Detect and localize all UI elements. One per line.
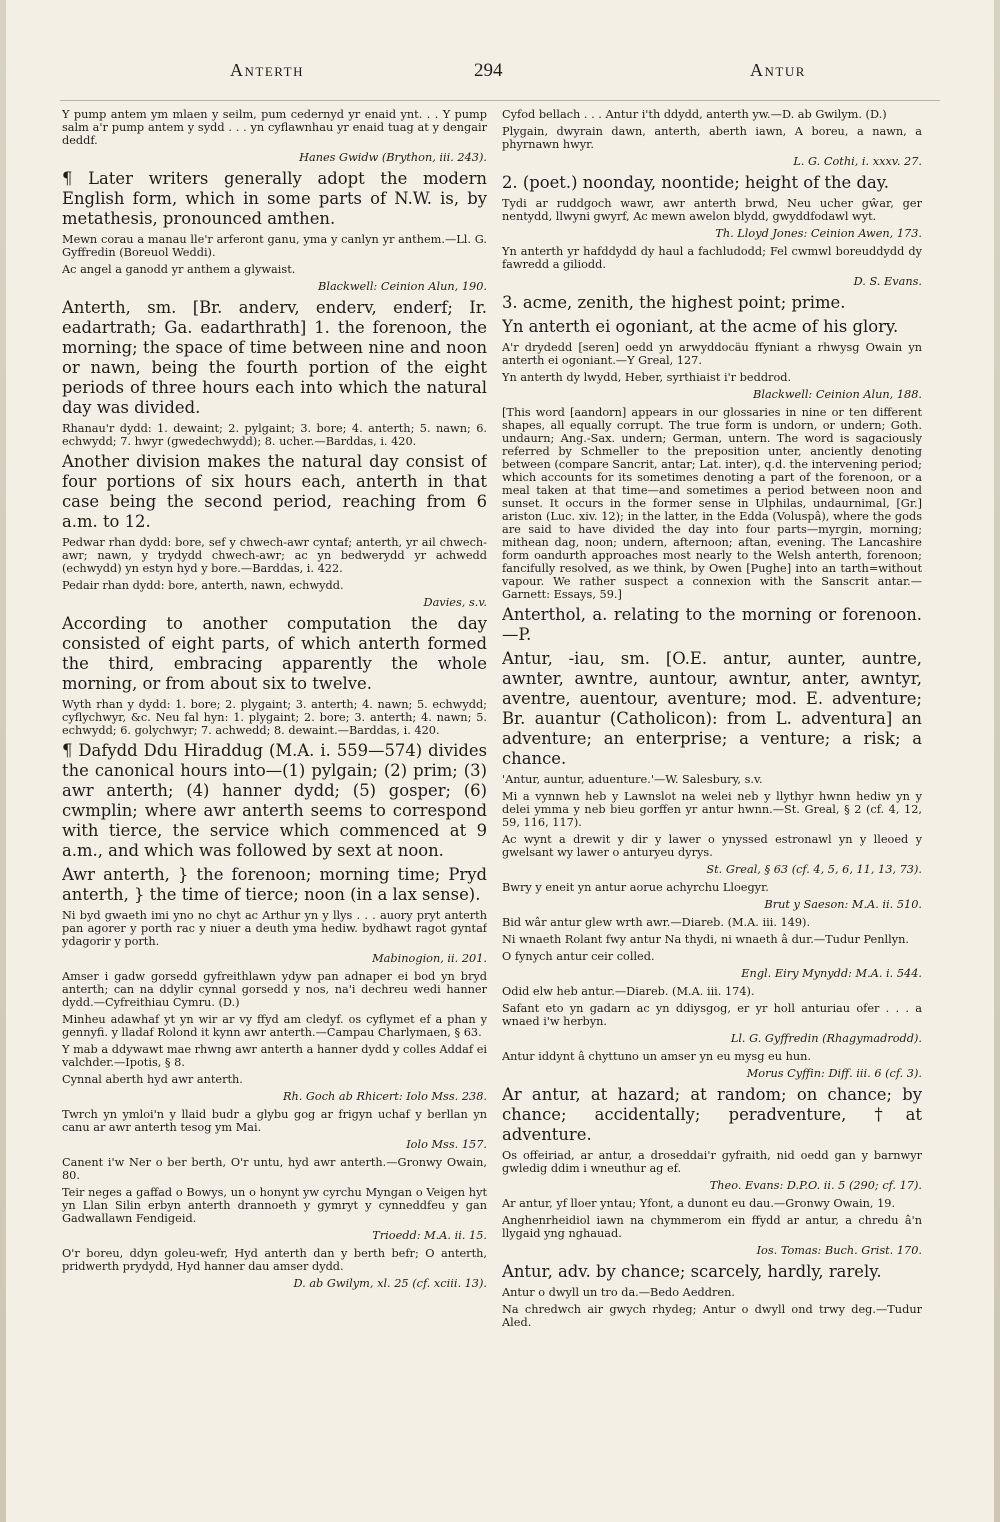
citation: Mabinogion, ii. 201.: [372, 952, 487, 965]
quotation: Ac wynt a drewit y dir y lawer o ynyssed estronawl yn y lleoed y gwelsant wy lawer o anturyeu dyrys.: [502, 833, 922, 859]
quotation: [This word [aandorn] appears in our glossaries in nine or ten different shapes, all equally corrupt. The true form is undorn, or undern; Goth. undaurn; Ang.-Sax. undern; German, untern. The word is sagaciously referred by Schmeller to the preposition unter, anciently denoting between (compare Sancrit, antar; Lat. inter), q.d. the intervening period; which accounts for its sometimes denoting a part of the forenoon, or a meal taken at that time—and sometimes a period between noon and sunset. It occurs in the former sense in Ulphilas, undaurnimal, [Gr.] ariston (Luc. xiv. 12); in the latter, in the Edda (Voluspâ), where the gods are said to have divided the day into four parts—myrgin, morning; mithean dag, noon; undern, afternoon; aftan, evening. The Lancashire form oandurth approaches most nearly to the Welsh anterth, forenoon; fancifully resolved, as we think, by Owen [Pughe] into an tarth=without vapour. We rather suspect a connexion with the Sanscrit antar.—Garnett: Essays, 59.]: [502, 406, 922, 601]
definition-paragraph: Awr anterth, } the forenoon; morning time; Pryd anterth, } the time of tierce; noon (in a lax sense).: [62, 865, 487, 904]
quotation: 'Antur, auntur, aduenture.'—W. Salesbury, s.v.: [502, 773, 763, 786]
definition-paragraph: Antur, adv. by chance; scarcely, hardly, rarely.: [502, 1262, 882, 1281]
header-left-guideword: Anterth: [230, 60, 304, 80]
quotation: Y pump antem ym mlaen y seilm, pum cedernyd yr enaid ynt. . . Y pump salm a'r pump antem y sydd . . . yn cyflawnhau yr enaid tuag at y dengair deddf.: [62, 108, 487, 147]
definition-paragraph: Another division makes the natural day consist of four portions of six hours each, anterth in that case being the second period, reaching from 6 a.m. to 12.: [62, 452, 487, 531]
quotation: Os offeiriad, ar antur, a droseddai'r gyfraith, nid oedd gan y barnwyr gwledig ddim i wneuthur ag ef.: [502, 1149, 922, 1175]
quotation: Teir neges a gaffad o Bowys, un o honynt yw cyrchu Myngan o Veigen hyt yn Llan Silin erbyn anterth drannoeth y gymryt y cynneddfeu y gan Gadwallawn Fendigeid.: [62, 1186, 487, 1225]
citation: Ll. G. Gyffredin (Rhagymadrodd).: [730, 1032, 922, 1045]
citation: Morus Cyffin: Diff. iii. 6 (cf. 3).: [746, 1067, 922, 1080]
quotation: O'r boreu, ddyn goleu-wefr, Hyd anterth dan y berth befr; O anterth, pridwerth prydydd, Hyd hanner dau amser dydd.: [62, 1247, 487, 1273]
quotation: Bwry y eneit yn antur aorue achyrchu Lloegyr.: [502, 881, 769, 894]
citation: Engl. Eiry Mynydd: M.A. i. 544.: [741, 967, 922, 980]
citation: Davies, s.v.: [423, 596, 487, 609]
quotation: Amser i gadw gorsedd gyfreithlawn ydyw pan adnaper ei bod yn bryd anterth; can na ddylir cynnal gorsedd y nos, na'i dechreu wedi hanner dydd.—Cyfreithiau Cymru. (D.): [62, 970, 487, 1009]
citation: D. ab Gwilym, xl. 25 (cf. xciii. 13).: [293, 1277, 487, 1290]
quotation: Anghenrheidiol iawn na chymmerom ein ffydd ar antur, a chredu â'n llygaid yng nghauad.: [502, 1214, 922, 1240]
quotation: Mewn corau a manau lle'r arferont ganu, yma y canlyn yr anthem.—Ll. G. Gyffredin (Boreuol Weddi).: [62, 233, 487, 259]
quotation: A'r drydedd [seren] oedd yn arwyddocäu ffyniant a rhwysg Owain yn anterth ei ogoniant.—Y Greal, 127.: [502, 341, 922, 367]
right-column: [502, 108, 922, 1448]
page-edge-right: [994, 0, 1000, 1522]
quotation: Tydi ar ruddgoch wawr, awr anterth brwd, Neu ucher gŵar, ger nentydd, llwyni gwyrf, Ac mewn awelon blydd, gwyddfodawl wyt.: [502, 197, 922, 223]
definition-paragraph: Yn anterth ei ogoniant, at the acme of his glory.: [502, 317, 899, 336]
definition-paragraph: Antur, -iau, sm. [O.E. antur, aunter, auntre, awnter, awntre, auntour, awntur, anter, awntyr, aventre, auentour, aventure; mod. E. adventure; Br. auantur (Catholicon): from L. adventura] an adventure; an enterprise; a venture; a risk; a chance.: [502, 649, 922, 768]
running-header: [60, 60, 940, 90]
quotation: Wyth rhan y dydd: 1. bore; 2. plygaint; 3. anterth; 4. nawn; 5. echwydd; cyflychwyr, &c. Neu fal hyn: 1. plygaint; 2. bore; 3. anterth; 4. nawn; 5. echwydd; 6. golychwyr; 7. achwedd; 8. dewaint.—Barddas, i. 420.: [62, 698, 487, 737]
quotation: Cyfod bellach . . . Antur i'th ddydd, anterth yw.—D. ab Gwilym. (D.): [502, 108, 887, 121]
header-right-guideword: Antur: [750, 60, 806, 80]
quotation: Mi a vynnwn heb y Lawnslot na welei neb y llythyr hwnn hediw yn y delei ymma y neb bieu gorffen yr antur hwnn.—St. Greal, § 2 (cf. 4, 12, 59, 116, 117).: [502, 790, 922, 829]
quotation: Ni byd gwaeth imi yno no chyt ac Arthur yn y llys . . . auory pryt anterth pan agorer y porth rac y niuer a deuth yma hediw. bydhawt ragot gyntaf ydagorir y porth.: [62, 909, 487, 948]
quotation: Antur o dwyll un tro da.—Bedo Aeddren.: [502, 1286, 735, 1299]
definition-paragraph: 3. acme, zenith, the highest point; prime.: [502, 293, 846, 312]
quotation: O fynych antur ceir colled.: [502, 950, 655, 963]
quotation: Cynnal aberth hyd awr anterth.: [62, 1073, 243, 1086]
definition-paragraph: Anterthol, a. relating to the morning or forenoon.—P.: [502, 605, 922, 644]
quotation: Ac angel a ganodd yr anthem a glywaist.: [62, 263, 296, 276]
citation: St. Greal, § 63 (cf. 4, 5, 6, 11, 13, 73).: [706, 863, 922, 876]
definition-paragraph: According to another computation the day consisted of eight parts, of which anterth formed the third, embracing apparently the whole morning, or from about six to twelve.: [62, 614, 487, 693]
citation: Hanes Gwidw (Brython, iii. 243).: [299, 151, 487, 164]
quotation: Yn anterth dy lwydd, Heber, syrthiaist i'r beddrod.: [502, 371, 792, 384]
quotation: Minheu adawhaf yt yn wir ar vy ffyd am cledyf. os cyflymet ef a phan y gennyfi. y lladaf Rolond it kynn awr anterth.—Campau Charlymaen, § 63.: [62, 1013, 487, 1039]
quotation: Canent i'w Ner o ber berth, O'r untu, hyd awr anterth.—Gronwy Owain, 80.: [62, 1156, 487, 1182]
definition-paragraph: Anterth, sm. [Br. anderv, enderv, enderf; Ir. eadartrath; Ga. eadarthrath] 1. the forenoon, the morning; the space of time between nine and noon or nawn, being the fourth portion of the eight periods of three hours each into which the natural day was divided.: [62, 298, 487, 417]
citation: Th. Lloyd Jones: Ceinion Awen, 173.: [715, 227, 922, 240]
quotation: Yn anterth yr hafddydd dy haul a fachludodd; Fel cwmwl boreuddydd dy fawredd a giliodd.: [502, 245, 922, 271]
quotation: Bid wâr antur glew wrth awr.—Diareb. (M.A. iii. 149).: [502, 916, 811, 929]
citation: L. G. Cothi, i. xxxv. 27.: [793, 155, 922, 168]
quotation: Na chredwch air gwych rhydeg; Antur o dwyll ond trwy deg.—Tudur Aled.: [502, 1303, 922, 1329]
page-edge-left: [0, 0, 6, 1522]
definition-paragraph: ¶ Later writers generally adopt the modern English form, which in some parts of N.W. is, by metathesis, pronounced amthen.: [62, 169, 487, 228]
header-rule: [60, 100, 940, 101]
quotation: Ar antur, yf lloer yntau; Yfont, a dunont eu dau.—Gronwy Owain, 19.: [502, 1197, 896, 1210]
citation: D. S. Evans.: [853, 275, 922, 288]
definition-paragraph: 2. (poet.) noonday, noontide; height of the day.: [502, 173, 890, 192]
quotation: Odid elw heb antur.—Diareb. (M.A. iii. 174).: [502, 985, 755, 998]
quotation: Ni wnaeth Rolant fwy antur Na thydi, ni wnaeth â dur.—Tudur Penllyn.: [502, 933, 909, 946]
citation: Iolo Mss. 157.: [406, 1138, 487, 1151]
quotation: Twrch yn ymloi'n y llaid budr a glybu gog ar frigyn uchaf y berllan yn canu ar awr anterth tesog ym Mai.: [62, 1108, 487, 1134]
citation: Blackwell: Ceinion Alun, 190.: [318, 280, 487, 293]
quotation: Pedair rhan dydd: bore, anterth, nawn, echwydd.: [62, 579, 344, 592]
quotation: Safant eto yn gadarn ac yn ddiysgog, er yr holl anturiau ofer . . . a wnaed i'w herbyn.: [502, 1002, 922, 1028]
quotation: Plygain, dwyrain dawn, anterth, aberth iawn, A boreu, a nawn, a phyrnawn hwyr.: [502, 125, 922, 151]
quotation: Pedwar rhan dydd: bore, sef y chwech-awr cyntaf; anterth, yr ail chwech-awr; nawn, y trydydd chwech-awr; ac yn bedwerydd yr achwedd (echwydd) yn estyn hyd y bore.—Barddas, i. 422.: [62, 536, 487, 575]
citation: Brut y Saeson: M.A. ii. 510.: [764, 898, 922, 911]
definition-paragraph: Ar antur, at hazard; at random; on chance; by chance; accidentally; peradventure, †at adventure.: [502, 1085, 922, 1144]
quotation: Antur iddynt â chyttuno un amser yn eu mysg eu hun.: [502, 1050, 811, 1063]
citation: Theo. Evans: D.P.O. ii. 5 (290; cf. 17).: [709, 1179, 922, 1192]
citation: Blackwell: Ceinion Alun, 188.: [753, 388, 922, 401]
definition-paragraph: ¶ Dafydd Ddu Hiraddug (M.A. i. 559—574) divides the canonical hours into—(1) pylgain; (2) prim; (3) awr anterth; (4) hanner dydd; (5) gosper; (6) cwmplin; where awr anterth seems to correspond with tierce, the service which commenced at 9 a.m., and which was followed by sext at noon.: [62, 741, 487, 860]
quotation: Rhanau'r dydd: 1. dewaint; 2. pylgaint; 3. bore; 4. anterth; 5. nawn; 6. echwydd; 7. hwyr (gwedechwydd); 8. ucher.—Barddas, i. 420.: [62, 422, 487, 448]
citation: Ios. Tomas: Buch. Grist. 170.: [756, 1244, 922, 1257]
left-column: [62, 108, 487, 1448]
page-number: 294: [474, 60, 503, 81]
citation: Trioedd: M.A. ii. 15.: [372, 1229, 487, 1242]
citation: Rh. Goch ab Rhicert: Iolo Mss. 238.: [282, 1090, 487, 1103]
quotation: Y mab a ddywawt mae rhwng awr anterth a hanner dydd y colles Addaf ei valchder.—Ipotis, § 8.: [62, 1043, 487, 1069]
